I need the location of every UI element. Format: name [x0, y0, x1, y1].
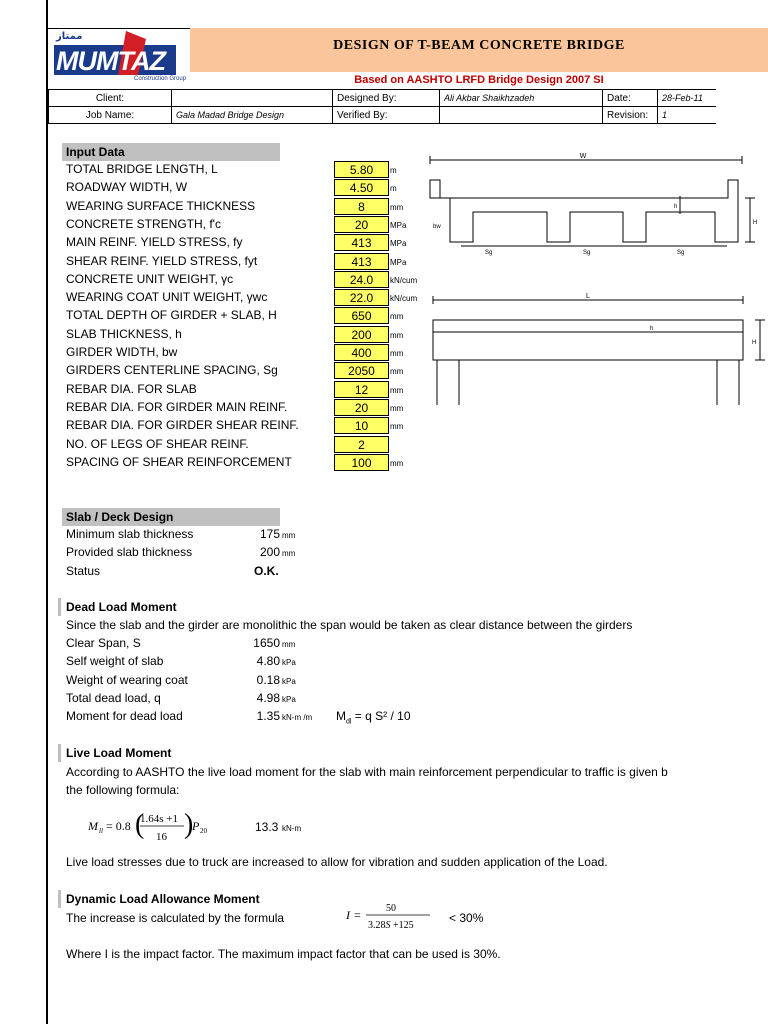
input-value-cell[interactable]: 2050	[334, 362, 389, 379]
input-label: TOTAL DEPTH OF GIRDER + SLAB, H	[66, 308, 277, 323]
input-unit: mm	[390, 367, 404, 377]
dead-load-value: 1650	[253, 636, 280, 650]
input-label: GIRDERS CENTERLINE SPACING, Sg	[66, 363, 278, 378]
input-value-cell[interactable]: 5.80	[334, 161, 389, 178]
input-unit: mm	[390, 202, 404, 212]
dynamic-load-line: The increase is calculated by the formula	[66, 911, 285, 925]
dim-sg1-label: Sg	[485, 250, 493, 256]
revision-label: Revision:	[603, 107, 658, 124]
input-value-cell[interactable]: 4.50	[334, 179, 389, 196]
revision-value: 1	[658, 107, 717, 124]
designed-by-label: Designed By:	[333, 90, 440, 107]
input-label: CONCRETE UNIT WEIGHT, γc	[66, 271, 234, 286]
logo-text: MUMTAZ	[56, 46, 165, 76]
svg-text:): )	[184, 809, 194, 840]
project-info-table	[48, 89, 716, 124]
dead-load-value: 1.35	[256, 709, 280, 724]
dead-load-heading: Dead Load Moment	[66, 600, 177, 614]
dead-load-value: 4.80	[256, 654, 280, 669]
dead-load-unit: kN-m /m	[282, 713, 313, 723]
input-unit: mm	[390, 385, 404, 395]
dead-load-note: Since the slab and the girder are monolithic the span would be taken as clear distance between the girders	[66, 618, 633, 632]
min-slab-label: Minimum slab thickness	[66, 527, 194, 541]
live-load-note: Live load stresses due to truck are increased to allow for vibration and sudden application of the Load.	[66, 855, 608, 869]
client-label: Client:	[49, 90, 172, 107]
info-row-1	[49, 90, 717, 107]
input-value-cell[interactable]: 12	[334, 381, 389, 398]
input-value-cell[interactable]: 413	[334, 234, 389, 251]
elevation-diagram	[425, 290, 765, 410]
input-unit: mm	[390, 403, 404, 413]
input-value-cell[interactable]: 650	[334, 307, 389, 324]
min-slab-value: 175	[259, 527, 280, 541]
input-label: SLAB THICKNESS, h	[66, 326, 182, 341]
input-label: GIRDER WIDTH, bw	[66, 345, 178, 359]
date-label: Date:	[603, 90, 658, 107]
live-load-line2: the following formula:	[66, 783, 180, 797]
cross-section-diagram	[425, 150, 765, 260]
client-value	[172, 90, 333, 107]
dead-load-label: Weight of wearing coat	[66, 672, 188, 687]
dim-bw-label: bw	[433, 224, 441, 230]
info-row-2	[49, 107, 717, 124]
dead-load-unit: kPa	[282, 658, 296, 668]
live-load-heading: Live Load Moment	[66, 746, 172, 760]
input-unit: MPa	[390, 220, 407, 230]
dynamic-load-marker	[58, 890, 61, 908]
live-load-line1: According to AASHTO the live load moment for the slab with main reinforcement perpendicular to traffic is given b	[66, 765, 668, 779]
svg-text:ll: ll	[99, 827, 103, 835]
status-value: O.K.	[254, 564, 279, 578]
dead-load-label: Clear Span, S	[66, 636, 141, 650]
input-label: REBAR DIA. FOR GIRDER MAIN REINF.	[66, 399, 288, 414]
input-label: SPACING OF SHEAR REINFORCEMENT	[66, 454, 292, 469]
live-load-value: 13.3	[255, 820, 279, 834]
elev-h-label: h	[650, 326, 654, 332]
job-name-value: Gala Madad Bridge Design	[172, 107, 333, 124]
left-margin-line	[46, 0, 48, 1024]
input-value-cell[interactable]: 8	[334, 198, 389, 215]
status-label: Status	[66, 564, 101, 578]
input-value-cell[interactable]: 413	[334, 253, 389, 270]
input-unit: kN/cum	[390, 275, 418, 285]
dim-sg2-label: Sg	[583, 250, 591, 256]
input-label: CONCRETE STRENGTH, f'c	[66, 216, 221, 231]
input-unit: mm	[390, 330, 404, 340]
live-load-formula	[88, 808, 228, 848]
dead-load-label: Self weight of slab	[66, 654, 164, 669]
live-load-marker	[58, 744, 61, 762]
input-unit: MPa	[390, 257, 407, 267]
svg-text:16: 16	[156, 831, 167, 843]
elev-L-label: L	[586, 293, 590, 300]
dynamic-load-note: Where I is the impact factor. The maximum impact factor that can be used is 30%.	[66, 947, 501, 961]
job-name-label: Job Name:	[49, 107, 172, 124]
input-label: REBAR DIA. FOR SLAB	[66, 381, 197, 396]
prov-slab-unit: mm	[282, 549, 296, 558]
input-value-cell[interactable]: 24.0	[334, 271, 389, 288]
dead-load-marker	[58, 598, 61, 616]
svg-text:50: 50	[386, 903, 396, 914]
input-value-cell[interactable]: 22.0	[334, 289, 389, 306]
svg-text:=: =	[354, 908, 361, 922]
dead-load-label: Total dead load, q	[66, 690, 161, 705]
verified-by-value	[440, 107, 603, 124]
impact-factor-formula	[346, 898, 456, 934]
input-data-heading: Input Data	[62, 143, 280, 161]
svg-text:M: M	[88, 819, 98, 833]
designed-by-value: Ali Akbar Shaikhzadeh	[440, 90, 603, 107]
input-label: REBAR DIA. FOR GIRDER SHEAR REINF.	[66, 418, 299, 433]
dim-H-label: H	[753, 220, 758, 226]
svg-text:3.28S +125: 3.28S +125	[368, 920, 414, 931]
company-logo	[48, 29, 190, 89]
dead-load-value: 4.98	[256, 690, 280, 705]
dim-w-label: W	[579, 153, 587, 160]
document-title: DESIGN OF T-BEAM CONCRETE BRIDGE	[333, 38, 625, 53]
dead-load-unit: kPa	[282, 694, 296, 704]
dynamic-load-heading: Dynamic Load Allowance Moment	[66, 892, 260, 906]
input-unit: mm	[390, 349, 404, 358]
logo-arabic-text: ممتاز	[56, 31, 83, 42]
input-value-cell[interactable]: 400	[334, 344, 389, 361]
input-value-cell[interactable]: 2	[334, 436, 389, 453]
verified-by-label: Verified By:	[333, 107, 440, 124]
input-unit: mm	[390, 422, 404, 432]
input-label: ROADWAY WIDTH, W	[66, 180, 188, 195]
slab-design-heading: Slab / Deck Design	[62, 508, 280, 526]
impact-limit: < 30%	[449, 911, 484, 925]
dead-load-formula: $M_{dl} = q$ S² / 10	[336, 709, 411, 726]
input-value-cell[interactable]: 20	[334, 216, 389, 233]
input-value-cell[interactable]: 200	[334, 326, 389, 343]
svg-text:I: I	[346, 908, 350, 922]
document-subtitle: Based on AASHTO LRFD Bridge Design 2007 SI	[190, 72, 768, 89]
input-unit: m	[390, 184, 397, 194]
input-unit: kN/cum	[390, 294, 418, 304]
input-unit: mm	[390, 312, 404, 322]
input-value-cell[interactable]: 10	[334, 417, 389, 434]
input-label: WEARING SURFACE THICKNESS	[66, 198, 256, 213]
input-label: MAIN REINF. YIELD STRESS, fy	[66, 235, 243, 250]
input-value-cell[interactable]: 100	[334, 454, 389, 471]
dead-load-unit: mm	[282, 640, 296, 649]
input-label: WEARING COAT UNIT WEIGHT, γwc	[66, 290, 268, 305]
svg-text:(: (	[135, 809, 145, 840]
date-value: 28-Feb-11	[658, 90, 717, 107]
prov-slab-value: 200	[259, 545, 280, 559]
svg-text:1.64s +1: 1.64s +1	[140, 813, 178, 825]
live-load-unit: kN-m	[282, 824, 302, 833]
input-label: SHEAR REINF. YIELD STRESS, fyt	[66, 253, 258, 268]
svg-text:P: P	[192, 819, 200, 833]
dead-load-value: 0.18	[256, 672, 280, 687]
logo-subtext: Construction Group	[134, 76, 187, 82]
input-unit: m	[390, 166, 397, 175]
elev-H-label: H	[752, 340, 757, 346]
svg-text:= 0.8: = 0.8	[106, 819, 131, 833]
min-slab-unit: mm	[282, 531, 296, 540]
input-unit: mm	[390, 458, 404, 468]
dim-sg3-label: Sg	[677, 250, 685, 256]
dim-h-label: h	[674, 204, 678, 210]
input-label: TOTAL BRIDGE LENGTH, L	[66, 162, 218, 176]
dead-load-unit: kPa	[282, 676, 296, 686]
dead-load-label: Moment for dead load	[66, 709, 183, 724]
svg-text:20: 20	[200, 827, 207, 835]
input-unit: MPa	[390, 239, 407, 249]
prov-slab-label: Provided slab thickness	[66, 545, 193, 559]
input-value-cell[interactable]: 20	[334, 399, 389, 416]
input-label: NO. OF LEGS OF SHEAR REINF.	[66, 436, 249, 451]
